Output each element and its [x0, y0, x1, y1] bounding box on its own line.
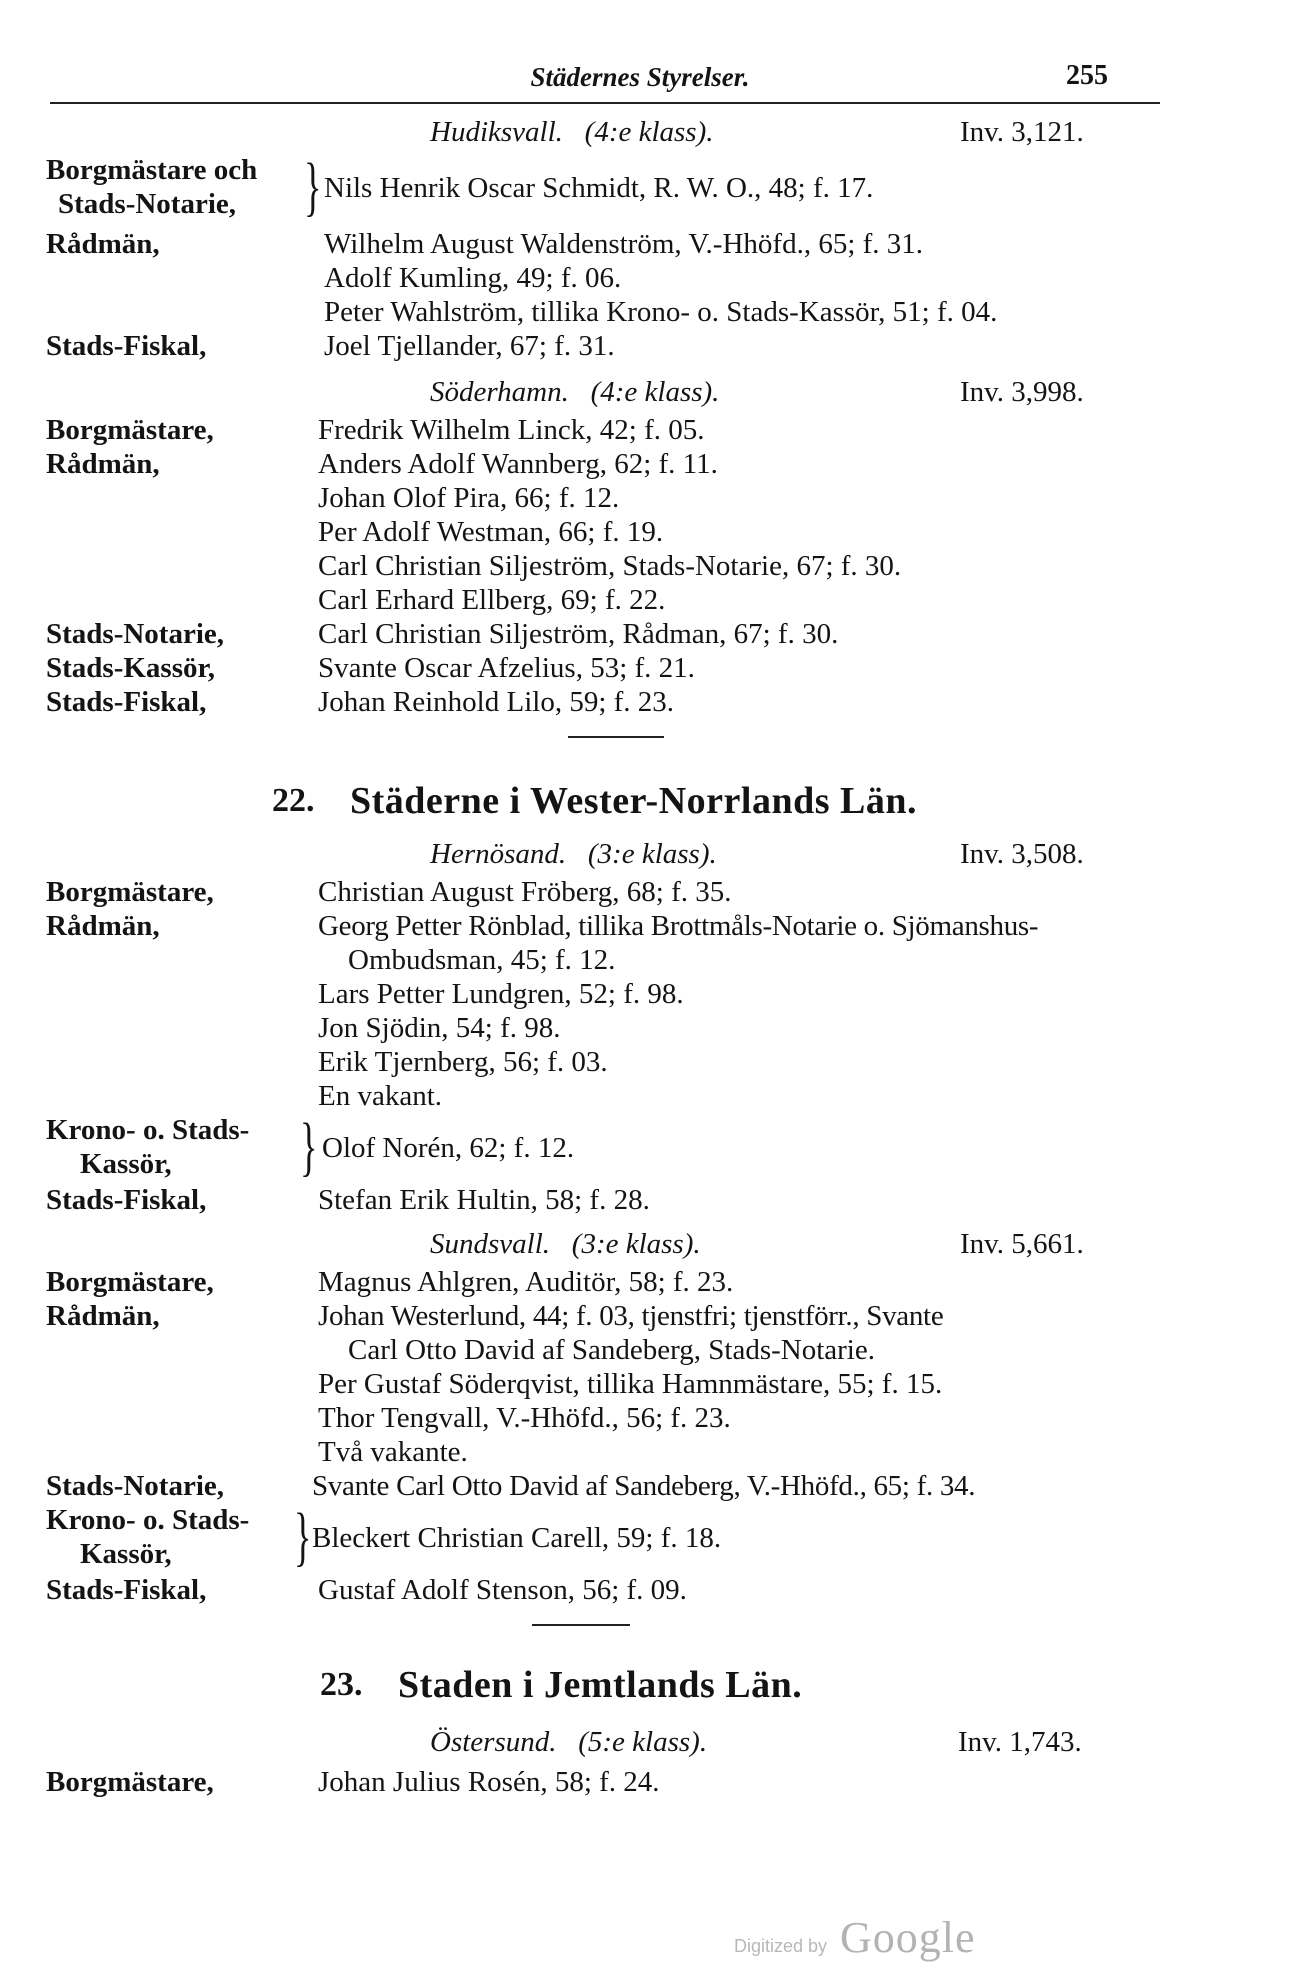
town-heading-sundsvall: [0, 1226, 1290, 1262]
person-entry: Carl Christian Siljeström, Stads-Notarie, 67; f. 30.: [318, 550, 902, 582]
town-name: Sundsvall. (3:e klass).: [430, 1228, 701, 1260]
person-entry: Johan Olof Pira, 66; f. 12.: [318, 482, 620, 514]
town-name: Hernösand. (3:e klass).: [430, 838, 717, 870]
role-label: Rådmän,: [46, 228, 160, 260]
town-inventory: Inv. 5,661.: [960, 1228, 1084, 1260]
person-entry: Jon Sjödin, 54; f. 98.: [318, 1012, 561, 1044]
person-entry: Georg Petter Rönblad, tillika Brottmåls-Notarie o. Sjömanshus-: [318, 910, 1039, 942]
person-entry: Anders Adolf Wannberg, 62; f. 11.: [318, 448, 718, 480]
person-entry: Carl Christian Siljeström, Rådman, 67; f. 30.: [318, 618, 839, 650]
entry-row: [0, 1044, 1290, 1080]
town-inventory: Inv. 3,508.: [960, 838, 1084, 870]
entry-row: [0, 976, 1290, 1012]
entry-row: [0, 1298, 1290, 1334]
person-entry: Peter Wahlström, tillika Krono- o. Stads-Kassör, 51; f. 04.: [324, 296, 998, 328]
entry-row: [0, 874, 1290, 910]
person-entry: Johan Westerlund, 44; f. 03, tjenstfri; tjenstförr., Svante: [318, 1300, 944, 1332]
role-label: Borgmästare och: [46, 154, 258, 186]
role-label: Borgmästare,: [46, 1266, 214, 1298]
person-entry: Gustaf Adolf Stenson, 56; f. 09.: [318, 1574, 687, 1606]
role-label: Stads-Fiskal,: [46, 1184, 207, 1216]
entry-row: [0, 226, 1290, 262]
person-entry-continued: Carl Otto David af Sandeberg, Stads-Notarie.: [348, 1334, 875, 1366]
person-entry: Nils Henrik Oscar Schmidt, R. W. O., 48; f. 17.: [324, 172, 874, 204]
person-entry: Olof Norén, 62; f. 12.: [322, 1132, 575, 1164]
entry-row: [0, 260, 1290, 296]
entry-row: [0, 1332, 1290, 1368]
entry-borgmastare-notarie: [0, 152, 1290, 224]
person-entry: Svante Carl Otto David af Sandeberg, V.-Hhöfd., 65; f. 34.: [312, 1470, 976, 1502]
person-entry: Joel Tjellander, 67; f. 31.: [324, 330, 615, 362]
person-entry: Lars Petter Lundgren, 52; f. 98.: [318, 978, 684, 1010]
entry-row: [0, 1400, 1290, 1436]
role-label: Kassör,: [80, 1148, 172, 1180]
role-label: Stads-Fiskal,: [46, 686, 207, 718]
person-entry: Per Gustaf Söderqvist, tillika Hamnmästare, 55; f. 15.: [318, 1368, 943, 1400]
person-entry: Två vakante.: [318, 1436, 468, 1468]
person-entry: Christian August Fröberg, 68; f. 35.: [318, 876, 732, 908]
person-entry: Erik Tjernberg, 56; f. 03.: [318, 1046, 608, 1078]
town-name: Söderhamn. (4:e klass).: [430, 376, 720, 408]
entry-row: [0, 1434, 1290, 1470]
person-entry: Fredrik Wilhelm Linck, 42; f. 05.: [318, 414, 705, 446]
entry-row: [0, 1366, 1290, 1402]
town-heading-ostersund: [0, 1724, 1290, 1760]
google-logo: Google: [840, 1913, 976, 1962]
running-title: Städernes Styrelser.: [530, 62, 750, 92]
person-entry: Johan Reinhold Lilo, 59; f. 23.: [318, 686, 675, 718]
entry-row: [0, 294, 1290, 330]
entry-row: [0, 684, 1290, 720]
entry-row: [0, 1764, 1290, 1800]
role-label: Rådmän,: [46, 1300, 160, 1332]
entry-row: [0, 412, 1290, 448]
person-entry: Johan Julius Rosén, 58; f. 24.: [318, 1766, 660, 1798]
person-entry: Bleckert Christian Carell, 59; f. 18.: [312, 1522, 722, 1554]
person-entry: Thor Tengvall, V.-Hhöfd., 56; f. 23.: [318, 1402, 731, 1434]
role-label: Stads-Fiskal,: [46, 1574, 207, 1606]
person-entry-continued: Ombudsman, 45; f. 12.: [348, 944, 616, 976]
role-label: Stads-Kassör,: [46, 652, 215, 684]
section-divider: [532, 1624, 630, 1626]
town-heading-hudiksvall: [0, 114, 1290, 150]
entry-row: [0, 1182, 1290, 1218]
entry-row: [0, 446, 1290, 482]
person-entry: Adolf Kumling, 49; f. 06.: [324, 262, 622, 294]
person-entry: Wilhelm August Waldenström, V.-Hhöfd., 65; f. 31.: [324, 228, 924, 260]
town-heading-hernosand: [0, 836, 1290, 872]
role-label: Kassör,: [80, 1538, 172, 1570]
entry-krono-stads-kassor: [0, 1112, 1290, 1184]
brace-mark: }: [304, 150, 322, 223]
entry-row: [0, 514, 1290, 550]
section-title: Städerne i Wester-Norrlands Län.: [350, 780, 917, 822]
entry-row: [0, 480, 1290, 516]
section-title: Staden i Jemtlands Län.: [398, 1664, 803, 1706]
town-inventory: Inv. 3,998.: [960, 376, 1084, 408]
town-heading-soderhamn: [0, 374, 1290, 410]
entry-krono-stads-kassor: [0, 1502, 1290, 1574]
page-number: 255: [1066, 60, 1108, 91]
section-number: 22.: [272, 782, 315, 819]
person-entry: Per Adolf Westman, 66; f. 19.: [318, 516, 664, 548]
role-label: Stads-Notarie,: [58, 188, 237, 220]
entry-row: [0, 908, 1290, 944]
person-entry: Svante Oscar Afzelius, 53; f. 21.: [318, 652, 695, 684]
section-heading-23: [0, 1660, 1290, 1710]
section-heading-22: [0, 776, 1290, 826]
role-label: Stads-Notarie,: [46, 1470, 225, 1502]
role-label: Rådmän,: [46, 910, 160, 942]
person-entry: Magnus Ahlgren, Auditör, 58; f. 23.: [318, 1266, 734, 1298]
role-label: Rådmän,: [46, 448, 160, 480]
entry-row: [0, 942, 1290, 978]
header-rule: [50, 102, 1160, 104]
entry-row: [0, 548, 1290, 584]
brace-mark: }: [294, 1500, 312, 1573]
town-inventory: Inv. 1,743.: [958, 1726, 1082, 1758]
person-entry: En vakant.: [318, 1080, 443, 1112]
entry-row: [0, 328, 1290, 364]
role-label: Borgmästare,: [46, 414, 214, 446]
role-label: Stads-Notarie,: [46, 618, 225, 650]
section-number: 23.: [320, 1666, 363, 1703]
entry-row: [0, 1078, 1290, 1114]
person-entry: Carl Erhard Ellberg, 69; f. 22.: [318, 584, 666, 616]
role-label: Stads-Fiskal,: [46, 330, 207, 362]
person-entry: Stefan Erik Hultin, 58; f. 28.: [318, 1184, 650, 1216]
entry-row: [0, 650, 1290, 686]
town-name: Hudiksvall. (4:e klass).: [430, 116, 714, 148]
digitized-by-text: Digitized by: [734, 1936, 828, 1956]
role-label: Borgmästare,: [46, 1766, 214, 1798]
entry-row: [0, 1010, 1290, 1046]
entry-row: [0, 582, 1290, 618]
section-divider: [568, 736, 664, 738]
town-inventory: Inv. 3,121.: [960, 116, 1084, 148]
entry-row: [0, 616, 1290, 652]
town-name: Östersund. (5:e klass).: [430, 1726, 708, 1758]
entry-row: [0, 1468, 1290, 1504]
role-label: Borgmästare,: [46, 876, 214, 908]
role-label: Krono- o. Stads-: [46, 1114, 250, 1146]
role-label: Krono- o. Stads-: [46, 1504, 250, 1536]
entry-row: [0, 1572, 1290, 1608]
entry-row: [0, 1264, 1290, 1300]
brace-mark: }: [300, 1110, 318, 1183]
